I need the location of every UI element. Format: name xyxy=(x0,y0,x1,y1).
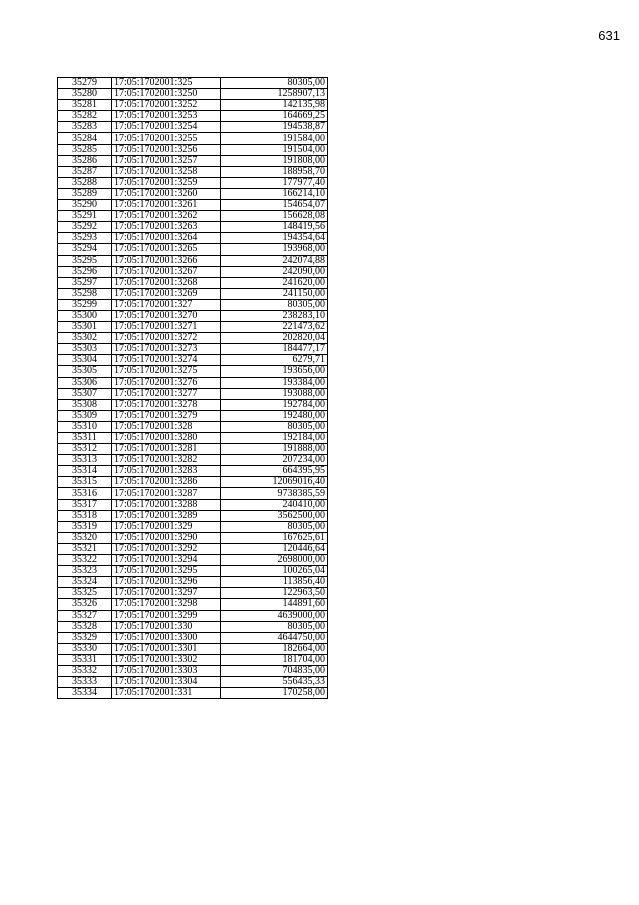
row-number-cell: 35313 xyxy=(58,455,112,466)
row-number-cell: 35309 xyxy=(58,410,112,421)
cadastral-number-cell: 17:05:1702001:3250 xyxy=(112,89,221,100)
cadastral-number-cell: 17:05:1702001:3301 xyxy=(112,643,221,654)
cadastral-number-cell: 17:05:1702001:3266 xyxy=(112,255,221,266)
cadastral-value-cell: 80305,00 xyxy=(221,299,328,310)
cadastral-value-cell: 4639000,00 xyxy=(221,610,328,621)
table-row xyxy=(58,543,328,554)
cadastral-number-cell: 17:05:1702001:3303 xyxy=(112,665,221,676)
table-row xyxy=(58,78,328,89)
row-number-cell: 35294 xyxy=(58,244,112,255)
table-row xyxy=(58,310,328,321)
row-number-cell: 35330 xyxy=(58,643,112,654)
cadastral-value-cell: 12069016,40 xyxy=(221,477,328,488)
cadastral-value-cell: 704835,00 xyxy=(221,665,328,676)
table-row xyxy=(58,166,328,177)
table-row xyxy=(58,521,328,532)
cadastral-value-cell: 242090,00 xyxy=(221,266,328,277)
table-row xyxy=(58,255,328,266)
row-number-cell: 35328 xyxy=(58,621,112,632)
table-row xyxy=(58,588,328,599)
cadastral-number-cell: 17:05:1702001:3282 xyxy=(112,455,221,466)
row-number-cell: 35296 xyxy=(58,266,112,277)
table-row xyxy=(58,654,328,665)
cadastral-number-cell: 17:05:1702001:3253 xyxy=(112,111,221,122)
row-number-cell: 35299 xyxy=(58,299,112,310)
table-row xyxy=(58,200,328,211)
row-number-cell: 35310 xyxy=(58,421,112,432)
cadastral-number-cell: 17:05:1702001:3294 xyxy=(112,555,221,566)
cadastral-value-cell: 192784,00 xyxy=(221,399,328,410)
row-number-cell: 35279 xyxy=(58,78,112,89)
table-row xyxy=(58,421,328,432)
row-number-cell: 35329 xyxy=(58,632,112,643)
row-number-cell: 35306 xyxy=(58,377,112,388)
row-number-cell: 35289 xyxy=(58,188,112,199)
cadastral-number-cell: 17:05:1702001:3257 xyxy=(112,155,221,166)
cadastral-value-cell: 100265,04 xyxy=(221,566,328,577)
table-row xyxy=(58,555,328,566)
row-number-cell: 35282 xyxy=(58,111,112,122)
row-number-cell: 35333 xyxy=(58,677,112,688)
row-number-cell: 35314 xyxy=(58,466,112,477)
row-number-cell: 35302 xyxy=(58,333,112,344)
table-row xyxy=(58,133,328,144)
cadastral-number-cell: 17:05:1702001:3288 xyxy=(112,499,221,510)
cadastral-number-cell: 17:05:1702001:330 xyxy=(112,621,221,632)
cadastral-value-cell: 80305,00 xyxy=(221,78,328,89)
cadastral-value-cell: 221473,62 xyxy=(221,322,328,333)
table-row xyxy=(58,688,328,699)
cadastral-number-cell: 17:05:1702001:3302 xyxy=(112,654,221,665)
table-row xyxy=(58,621,328,632)
table-row xyxy=(58,399,328,410)
row-number-cell: 35284 xyxy=(58,133,112,144)
table-row xyxy=(58,244,328,255)
cadastral-value-cell: 193968,00 xyxy=(221,244,328,255)
cadastral-value-cell: 191584,00 xyxy=(221,133,328,144)
cadastral-number-cell: 17:05:1702001:3265 xyxy=(112,244,221,255)
cadastral-number-cell: 17:05:1702001:3279 xyxy=(112,410,221,421)
cadastral-value-cell: 556435,33 xyxy=(221,677,328,688)
table-row xyxy=(58,466,328,477)
row-number-cell: 35318 xyxy=(58,510,112,521)
cadastral-value-cell: 156628,08 xyxy=(221,211,328,222)
row-number-cell: 35291 xyxy=(58,211,112,222)
table-row xyxy=(58,510,328,521)
cadastral-value-cell: 122963,50 xyxy=(221,588,328,599)
cadastral-number-cell: 17:05:1702001:3277 xyxy=(112,388,221,399)
cadastral-value-cell: 194354,64 xyxy=(221,233,328,244)
cadastral-number-cell: 17:05:1702001:3300 xyxy=(112,632,221,643)
table-row xyxy=(58,566,328,577)
cadastral-value-cell: 120446,64 xyxy=(221,543,328,554)
cadastral-value-cell: 240410,00 xyxy=(221,499,328,510)
table-row xyxy=(58,266,328,277)
cadastral-value-cell: 9738385,59 xyxy=(221,488,328,499)
row-number-cell: 35290 xyxy=(58,200,112,211)
cadastral-number-cell: 17:05:1702001:3258 xyxy=(112,166,221,177)
row-number-cell: 35317 xyxy=(58,499,112,510)
cadastral-number-cell: 17:05:1702001:3283 xyxy=(112,466,221,477)
cadastral-value-cell: 148419,56 xyxy=(221,222,328,233)
table-row xyxy=(58,222,328,233)
cadastral-number-cell: 17:05:1702001:3260 xyxy=(112,188,221,199)
cadastral-value-cell: 144891,60 xyxy=(221,599,328,610)
cadastral-value-cell: 191808,00 xyxy=(221,155,328,166)
cadastral-number-cell: 17:05:1702001:3274 xyxy=(112,355,221,366)
table-body xyxy=(58,78,328,699)
row-number-cell: 35334 xyxy=(58,688,112,699)
cadastral-number-cell: 17:05:1702001:3261 xyxy=(112,200,221,211)
cadastral-value-cell: 182664,00 xyxy=(221,643,328,654)
table-row xyxy=(58,577,328,588)
cadastral-number-cell: 17:05:1702001:3273 xyxy=(112,344,221,355)
cadastral-value-cell: 664395,95 xyxy=(221,466,328,477)
cadastral-number-cell: 17:05:1702001:3254 xyxy=(112,122,221,133)
cadastral-number-cell: 17:05:1702001:3264 xyxy=(112,233,221,244)
table-row xyxy=(58,377,328,388)
table-row xyxy=(58,89,328,100)
cadastral-number-cell: 17:05:1702001:3259 xyxy=(112,177,221,188)
cadastral-number-cell: 17:05:1702001:3289 xyxy=(112,510,221,521)
table-row xyxy=(58,677,328,688)
cadastral-number-cell: 17:05:1702001:3269 xyxy=(112,288,221,299)
cadastral-value-cell: 80305,00 xyxy=(221,621,328,632)
cadastral-value-cell: 154654,07 xyxy=(221,200,328,211)
cadastral-value-cell: 193656,00 xyxy=(221,366,328,377)
cadastral-number-cell: 17:05:1702001:3255 xyxy=(112,133,221,144)
cadastral-value-cell: 6279,71 xyxy=(221,355,328,366)
row-number-cell: 35332 xyxy=(58,665,112,676)
row-number-cell: 35297 xyxy=(58,277,112,288)
cadastral-number-cell: 17:05:1702001:3298 xyxy=(112,599,221,610)
cadastral-number-cell: 17:05:1702001:329 xyxy=(112,521,221,532)
table-row xyxy=(58,499,328,510)
cadastral-value-cell: 192184,00 xyxy=(221,433,328,444)
table-row xyxy=(58,599,328,610)
cadastral-number-cell: 17:05:1702001:3292 xyxy=(112,543,221,554)
table-row xyxy=(58,211,328,222)
cadastral-value-cell: 241620,00 xyxy=(221,277,328,288)
table-row xyxy=(58,233,328,244)
cadastral-number-cell: 17:05:1702001:3262 xyxy=(112,211,221,222)
row-number-cell: 35298 xyxy=(58,288,112,299)
cadastral-number-cell: 17:05:1702001:3275 xyxy=(112,366,221,377)
table-row xyxy=(58,100,328,111)
cadastral-number-cell: 17:05:1702001:3276 xyxy=(112,377,221,388)
table-row xyxy=(58,122,328,133)
cadastral-number-cell: 17:05:1702001:3263 xyxy=(112,222,221,233)
row-number-cell: 35281 xyxy=(58,100,112,111)
row-number-cell: 35303 xyxy=(58,344,112,355)
cadastral-value-cell: 142135,98 xyxy=(221,100,328,111)
cadastral-value-cell: 194538,87 xyxy=(221,122,328,133)
row-number-cell: 35315 xyxy=(58,477,112,488)
row-number-cell: 35316 xyxy=(58,488,112,499)
row-number-cell: 35327 xyxy=(58,610,112,621)
cadastral-value-cell: 80305,00 xyxy=(221,421,328,432)
table-row xyxy=(58,188,328,199)
row-number-cell: 35308 xyxy=(58,399,112,410)
row-number-cell: 35280 xyxy=(58,89,112,100)
cadastral-number-cell: 17:05:1702001:327 xyxy=(112,299,221,310)
cadastral-value-cell: 181704,00 xyxy=(221,654,328,665)
row-number-cell: 35320 xyxy=(58,532,112,543)
cadastral-value-cell: 238283,10 xyxy=(221,310,328,321)
cadastral-value-cell: 188958,70 xyxy=(221,166,328,177)
cadastral-value-cell: 170258,00 xyxy=(221,688,328,699)
row-number-cell: 35286 xyxy=(58,155,112,166)
cadastral-number-cell: 17:05:1702001:3297 xyxy=(112,588,221,599)
cadastral-value-cell: 202820,04 xyxy=(221,333,328,344)
cadastral-value-table xyxy=(57,77,328,699)
table-row xyxy=(58,444,328,455)
row-number-cell: 35325 xyxy=(58,588,112,599)
table-row xyxy=(58,532,328,543)
table-row xyxy=(58,277,328,288)
cadastral-number-cell: 17:05:1702001:328 xyxy=(112,421,221,432)
row-number-cell: 35319 xyxy=(58,521,112,532)
table-row xyxy=(58,455,328,466)
table-row xyxy=(58,333,328,344)
table-row xyxy=(58,155,328,166)
page-number: 631 xyxy=(598,28,620,43)
cadastral-value-cell: 164669,25 xyxy=(221,111,328,122)
row-number-cell: 35307 xyxy=(58,388,112,399)
cadastral-value-cell: 80305,00 xyxy=(221,521,328,532)
row-number-cell: 35323 xyxy=(58,566,112,577)
cadastral-number-cell: 17:05:1702001:3270 xyxy=(112,310,221,321)
cadastral-number-cell: 17:05:1702001:3287 xyxy=(112,488,221,499)
row-number-cell: 35292 xyxy=(58,222,112,233)
table-row xyxy=(58,477,328,488)
cadastral-number-cell: 17:05:1702001:3271 xyxy=(112,322,221,333)
cadastral-number-cell: 17:05:1702001:3268 xyxy=(112,277,221,288)
cadastral-value-cell: 193088,00 xyxy=(221,388,328,399)
table-row xyxy=(58,410,328,421)
cadastral-value-cell: 167625,61 xyxy=(221,532,328,543)
cadastral-value-cell: 177977,40 xyxy=(221,177,328,188)
table-row xyxy=(58,388,328,399)
cadastral-value-cell: 191504,00 xyxy=(221,144,328,155)
cadastral-number-cell: 17:05:1702001:3278 xyxy=(112,399,221,410)
table-row xyxy=(58,355,328,366)
cadastral-value-cell: 184477,17 xyxy=(221,344,328,355)
row-number-cell: 35305 xyxy=(58,366,112,377)
row-number-cell: 35324 xyxy=(58,577,112,588)
row-number-cell: 35288 xyxy=(58,177,112,188)
table-row xyxy=(58,144,328,155)
table-row xyxy=(58,288,328,299)
cadastral-value-cell: 191888,00 xyxy=(221,444,328,455)
table-row xyxy=(58,322,328,333)
cadastral-value-cell: 193384,00 xyxy=(221,377,328,388)
cadastral-number-cell: 17:05:1702001:3281 xyxy=(112,444,221,455)
table-row xyxy=(58,643,328,654)
row-number-cell: 35283 xyxy=(58,122,112,133)
cadastral-value-cell: 192480,00 xyxy=(221,410,328,421)
table-row xyxy=(58,665,328,676)
row-number-cell: 35295 xyxy=(58,255,112,266)
table-row xyxy=(58,177,328,188)
table-row xyxy=(58,488,328,499)
cadastral-number-cell: 17:05:1702001:3280 xyxy=(112,433,221,444)
cadastral-value-cell: 166214,10 xyxy=(221,188,328,199)
row-number-cell: 35304 xyxy=(58,355,112,366)
cadastral-number-cell: 17:05:1702001:3256 xyxy=(112,144,221,155)
cadastral-number-cell: 17:05:1702001:3290 xyxy=(112,532,221,543)
cadastral-number-cell: 17:05:1702001:3286 xyxy=(112,477,221,488)
cadastral-number-cell: 17:05:1702001:3272 xyxy=(112,333,221,344)
row-number-cell: 35287 xyxy=(58,166,112,177)
cadastral-value-cell: 207234,00 xyxy=(221,455,328,466)
cadastral-number-cell: 17:05:1702001:325 xyxy=(112,78,221,89)
table-row xyxy=(58,366,328,377)
cadastral-number-cell: 17:05:1702001:3252 xyxy=(112,100,221,111)
cadastral-value-cell: 4644750,00 xyxy=(221,632,328,643)
table-row xyxy=(58,433,328,444)
row-number-cell: 35300 xyxy=(58,310,112,321)
cadastral-value-cell: 3562500,00 xyxy=(221,510,328,521)
row-number-cell: 35326 xyxy=(58,599,112,610)
table-row xyxy=(58,111,328,122)
cadastral-value-cell: 242074,88 xyxy=(221,255,328,266)
cadastral-number-cell: 17:05:1702001:3296 xyxy=(112,577,221,588)
table-row xyxy=(58,299,328,310)
cadastral-number-cell: 17:05:1702001:3299 xyxy=(112,610,221,621)
cadastral-number-cell: 17:05:1702001:3295 xyxy=(112,566,221,577)
cadastral-value-cell: 2698000,00 xyxy=(221,555,328,566)
row-number-cell: 35301 xyxy=(58,322,112,333)
table-row xyxy=(58,344,328,355)
row-number-cell: 35312 xyxy=(58,444,112,455)
table-row xyxy=(58,610,328,621)
cadastral-value-cell: 113856,40 xyxy=(221,577,328,588)
cadastral-number-cell: 17:05:1702001:3267 xyxy=(112,266,221,277)
cadastral-value-cell: 241150,00 xyxy=(221,288,328,299)
row-number-cell: 35322 xyxy=(58,555,112,566)
row-number-cell: 35285 xyxy=(58,144,112,155)
table-row xyxy=(58,632,328,643)
row-number-cell: 35331 xyxy=(58,654,112,665)
row-number-cell: 35311 xyxy=(58,433,112,444)
cadastral-number-cell: 17:05:1702001:3304 xyxy=(112,677,221,688)
cadastral-value-cell: 1258907,13 xyxy=(221,89,328,100)
row-number-cell: 35293 xyxy=(58,233,112,244)
cadastral-number-cell: 17:05:1702001:331 xyxy=(112,688,221,699)
row-number-cell: 35321 xyxy=(58,543,112,554)
